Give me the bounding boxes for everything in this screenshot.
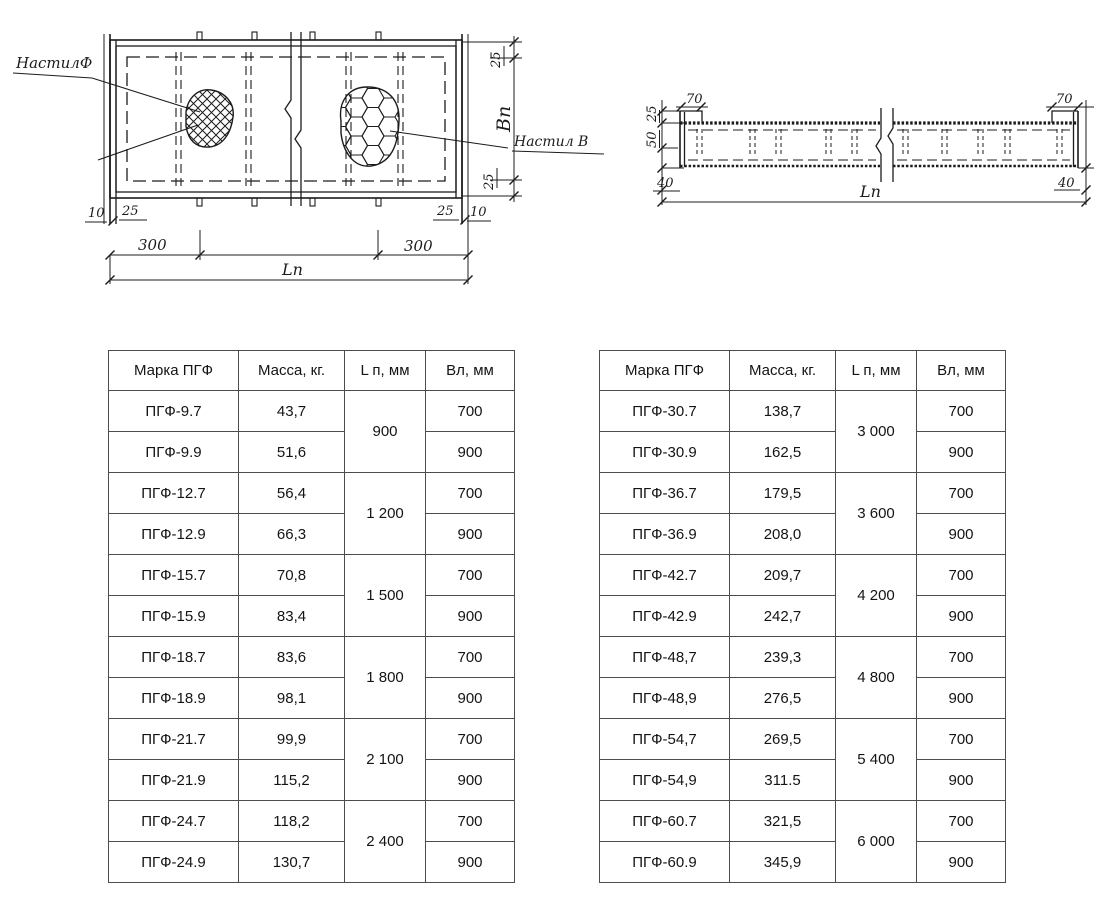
cell-mass: 70,8 (239, 555, 345, 596)
cell-mass: 51,6 (239, 432, 345, 473)
table-row (109, 514, 515, 555)
honeycomb-cells (329, 79, 401, 174)
plan-view (13, 32, 604, 285)
cell-vl: 700 (917, 719, 1006, 760)
dim-text-70-right: 70 (1056, 92, 1073, 107)
header-row (109, 351, 515, 391)
cell-mark: ПГФ-15.9 (109, 596, 239, 637)
table-row (109, 678, 515, 719)
dim-text-300-left: 300 (138, 236, 167, 254)
cell-mass: 209,7 (730, 555, 836, 596)
cell-vl: 700 (426, 637, 515, 678)
cell-mark: ПГФ-24.7 (109, 801, 239, 842)
cell-lp: 1 200 (345, 473, 426, 555)
cell-mass: 83,6 (239, 637, 345, 678)
cell-vl: 900 (917, 432, 1006, 473)
table-row (109, 473, 515, 514)
technical-drawing (0, 0, 1116, 330)
cell-mark: ПГФ-12.7 (109, 473, 239, 514)
label-nastil-v: Настил В (514, 134, 589, 150)
table-row (600, 514, 1006, 555)
column-header: Марка ПГФ (109, 351, 239, 391)
cell-mass: 66,3 (239, 514, 345, 555)
column-header: Масса, кг. (730, 351, 836, 391)
table-row (109, 801, 515, 842)
column-header: L п, мм (836, 351, 917, 391)
table-row (109, 842, 515, 883)
cell-mark: ПГФ-48,7 (600, 637, 730, 678)
section-chords (680, 123, 1078, 166)
cell-mass: 118,2 (239, 801, 345, 842)
dim-text-40-left: 40 (657, 176, 674, 191)
cell-lp: 900 (345, 391, 426, 473)
dim-text-25-top: 25 (489, 51, 504, 68)
cell-mark: ПГФ-60.9 (600, 842, 730, 883)
column-header: Вл, мм (426, 351, 515, 391)
label-nastil-f: НастилФ (16, 54, 93, 72)
cell-vl: 900 (426, 432, 515, 473)
cell-mass: 242,7 (730, 596, 836, 637)
cell-lp: 5 400 (836, 719, 917, 801)
cell-lp: 1 800 (345, 637, 426, 719)
section-view (645, 92, 1094, 207)
table-row (109, 555, 515, 596)
dim-text-300-right: 300 (404, 237, 433, 255)
cell-vl: 700 (917, 637, 1006, 678)
header-row (600, 351, 1006, 391)
section-ends (680, 111, 1078, 168)
cell-mass: 83,4 (239, 596, 345, 637)
table-row (109, 596, 515, 637)
cell-mass: 98,1 (239, 678, 345, 719)
cell-mass: 130,7 (239, 842, 345, 883)
column-header: L п, мм (345, 351, 426, 391)
cell-mark: ПГФ-36.9 (600, 514, 730, 555)
cell-lp: 6 000 (836, 801, 917, 883)
dim-text-70-left: 70 (686, 92, 703, 107)
cell-mass: 43,7 (239, 391, 345, 432)
column-header: Масса, кг. (239, 351, 345, 391)
cell-mark: ПГФ-24.9 (109, 842, 239, 883)
dim-text-50-section: 50 (645, 131, 660, 148)
cell-mark: ПГФ-42.7 (600, 555, 730, 596)
cell-vl: 700 (426, 719, 515, 760)
dim-text-25-section: 25 (645, 105, 660, 122)
cell-vl: 900 (917, 678, 1006, 719)
cell-vl: 900 (917, 760, 1006, 801)
spec-table-left (108, 350, 515, 883)
cell-mass: 99,9 (239, 719, 345, 760)
cell-vl: 700 (917, 801, 1006, 842)
cell-mark: ПГФ-15.7 (109, 555, 239, 596)
dim-text-40-right: 40 (1058, 176, 1075, 191)
table-row (600, 719, 1006, 760)
cell-lp: 1 500 (345, 555, 426, 637)
cell-mark: ПГФ-21.7 (109, 719, 239, 760)
cell-vl: 700 (426, 555, 515, 596)
dim-text-25-right: 25 (437, 204, 454, 219)
cell-mark: ПГФ-12.9 (109, 514, 239, 555)
break-lines (285, 32, 301, 206)
dim-text-bp: Вп (493, 105, 515, 132)
cell-mark: ПГФ-18.9 (109, 678, 239, 719)
table-row (600, 473, 1006, 514)
dim-text-lp-plan: Lп (282, 260, 303, 279)
dim-text-25-left: 25 (122, 204, 139, 219)
cell-mass: 138,7 (730, 391, 836, 432)
cell-vl: 700 (426, 801, 515, 842)
cell-mass: 321,5 (730, 801, 836, 842)
cell-mark: ПГФ-9.7 (109, 391, 239, 432)
cell-mark: ПГФ-48,9 (600, 678, 730, 719)
cell-mass: 115,2 (239, 760, 345, 801)
cell-vl: 900 (426, 596, 515, 637)
cell-mass: 179,5 (730, 473, 836, 514)
cell-mark: ПГФ-36.7 (600, 473, 730, 514)
cell-mark: ПГФ-54,9 (600, 760, 730, 801)
cell-vl: 900 (917, 514, 1006, 555)
cell-mass: 208,0 (730, 514, 836, 555)
table-row (600, 391, 1006, 432)
cell-vl: 700 (917, 555, 1006, 596)
cell-vl: 900 (426, 760, 515, 801)
cell-mark: ПГФ-30.7 (600, 391, 730, 432)
cell-mark: ПГФ-9.9 (109, 432, 239, 473)
table-row (109, 719, 515, 760)
cell-lp: 3 000 (836, 391, 917, 473)
deck-dashed-outline (127, 57, 445, 181)
table-row (600, 678, 1006, 719)
cell-vl: 900 (917, 596, 1006, 637)
cell-mark: ПГФ-60.7 (600, 801, 730, 842)
column-header: Марка ПГФ (600, 351, 730, 391)
dim-text-10-right: 10 (470, 205, 487, 220)
table-row (109, 637, 515, 678)
table-row (600, 842, 1006, 883)
table-row (600, 432, 1006, 473)
cell-mark: ПГФ-54,7 (600, 719, 730, 760)
dim-text-10-left: 10 (88, 206, 105, 221)
section-break (876, 108, 893, 182)
cell-lp: 4 800 (836, 637, 917, 719)
cell-lp: 4 200 (836, 555, 917, 637)
cell-vl: 900 (917, 842, 1006, 883)
cell-mass: 56,4 (239, 473, 345, 514)
hex-cell (379, 117, 401, 136)
cell-mass: 311.5 (730, 760, 836, 801)
cell-mass: 162,5 (730, 432, 836, 473)
table-row (600, 596, 1006, 637)
dim-edge-offsets (85, 216, 491, 226)
table-row (600, 637, 1006, 678)
cell-vl: 700 (426, 473, 515, 514)
dim-text-25-bottom-side: 25 (482, 173, 497, 190)
cell-mass: 239,3 (730, 637, 836, 678)
table-row (600, 760, 1006, 801)
cell-mark: ПГФ-21.9 (109, 760, 239, 801)
cell-vl: 900 (426, 514, 515, 555)
cell-mark: ПГФ-18.7 (109, 637, 239, 678)
cell-vl: 700 (917, 391, 1006, 432)
cell-lp: 2 100 (345, 719, 426, 801)
cell-vl: 700 (426, 391, 515, 432)
cell-mass: 269,5 (730, 719, 836, 760)
cell-vl: 900 (426, 842, 515, 883)
cell-vl: 900 (426, 678, 515, 719)
table-row (600, 555, 1006, 596)
dim-text-lp-section: Lп (860, 182, 881, 201)
cell-mark: ПГФ-30.9 (600, 432, 730, 473)
panel-outline (110, 40, 462, 198)
column-header: Вл, мм (917, 351, 1006, 391)
cell-vl: 700 (917, 473, 1006, 514)
hatched-cutout-f (186, 90, 233, 147)
cell-mark: ПГФ-42.9 (600, 596, 730, 637)
table-row (109, 391, 515, 432)
cell-lp: 3 600 (836, 473, 917, 555)
table-row (109, 760, 515, 801)
table-row (600, 801, 1006, 842)
spec-table-right (599, 350, 1006, 883)
cell-mass: 345,9 (730, 842, 836, 883)
cell-mass: 276,5 (730, 678, 836, 719)
table-row (109, 432, 515, 473)
cell-lp: 2 400 (345, 801, 426, 883)
